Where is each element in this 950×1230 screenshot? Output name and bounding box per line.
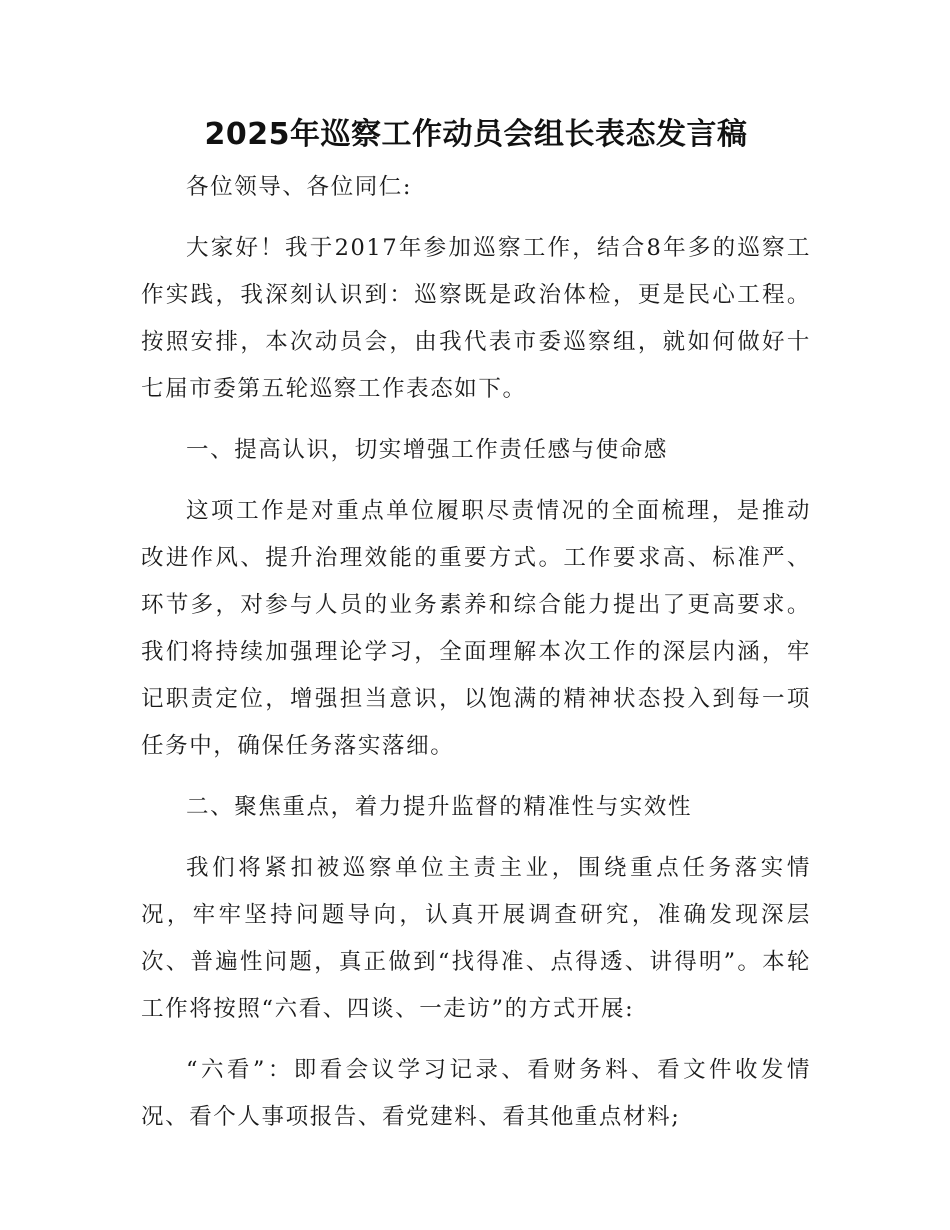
liukan-paragraph: “六看”：即看会议学习记录、看财务料、看文件收发情况、看个人事项报告、看党建料、看其他重点材料; <box>141 1057 811 1130</box>
document-page <box>141 112 811 1149</box>
section-2-paragraph: 我们将紧扣被巡察单位主责主业，围绕重点任务落实情况，牢牢坚持问题导向，认真开展调查研究，准确发现深层次、普遍性问题，真正做到“找得准、点得透、讲得明”。本轮工作将按照“六看、四谈、一走访”的方式开展: <box>141 855 811 1022</box>
document-title: 2025年巡察工作动员会组长表态发言稿 <box>204 117 748 152</box>
section-1-paragraph: 这项工作是对重点单位履职尽责情况的全面梳理，是推动改进作风、提升治理效能的重要方式。工作要求高、标准严、环节多，对参与人员的业务素养和综合能力提出了更高要求。我们将持续加强理论学习，全面理解本次工作的深层内涵，牢记职责定位，增强担当意识，以饱满的精神状态投入到每一项任务中，确保任务落实落细。 <box>141 498 811 759</box>
section-2-heading: 二、聚焦重点，着力提升监督的精准性与实效性 <box>186 794 693 820</box>
intro-paragraph: 大家好！我于2017年参加巡察工作，结合8年多的巡察工作实践，我深刻认识到：巡察既是政治体检，更是民心工程。按照安排，本次动员会，由我代表市委巡察组，就如何做好十七届市委第五轮巡察工作表态如下。 <box>141 235 811 402</box>
salutation: 各位领导、各位同仁: <box>186 174 413 200</box>
section-1-heading: 一、提高认识，切实增强工作责任感与使命感 <box>186 437 669 463</box>
